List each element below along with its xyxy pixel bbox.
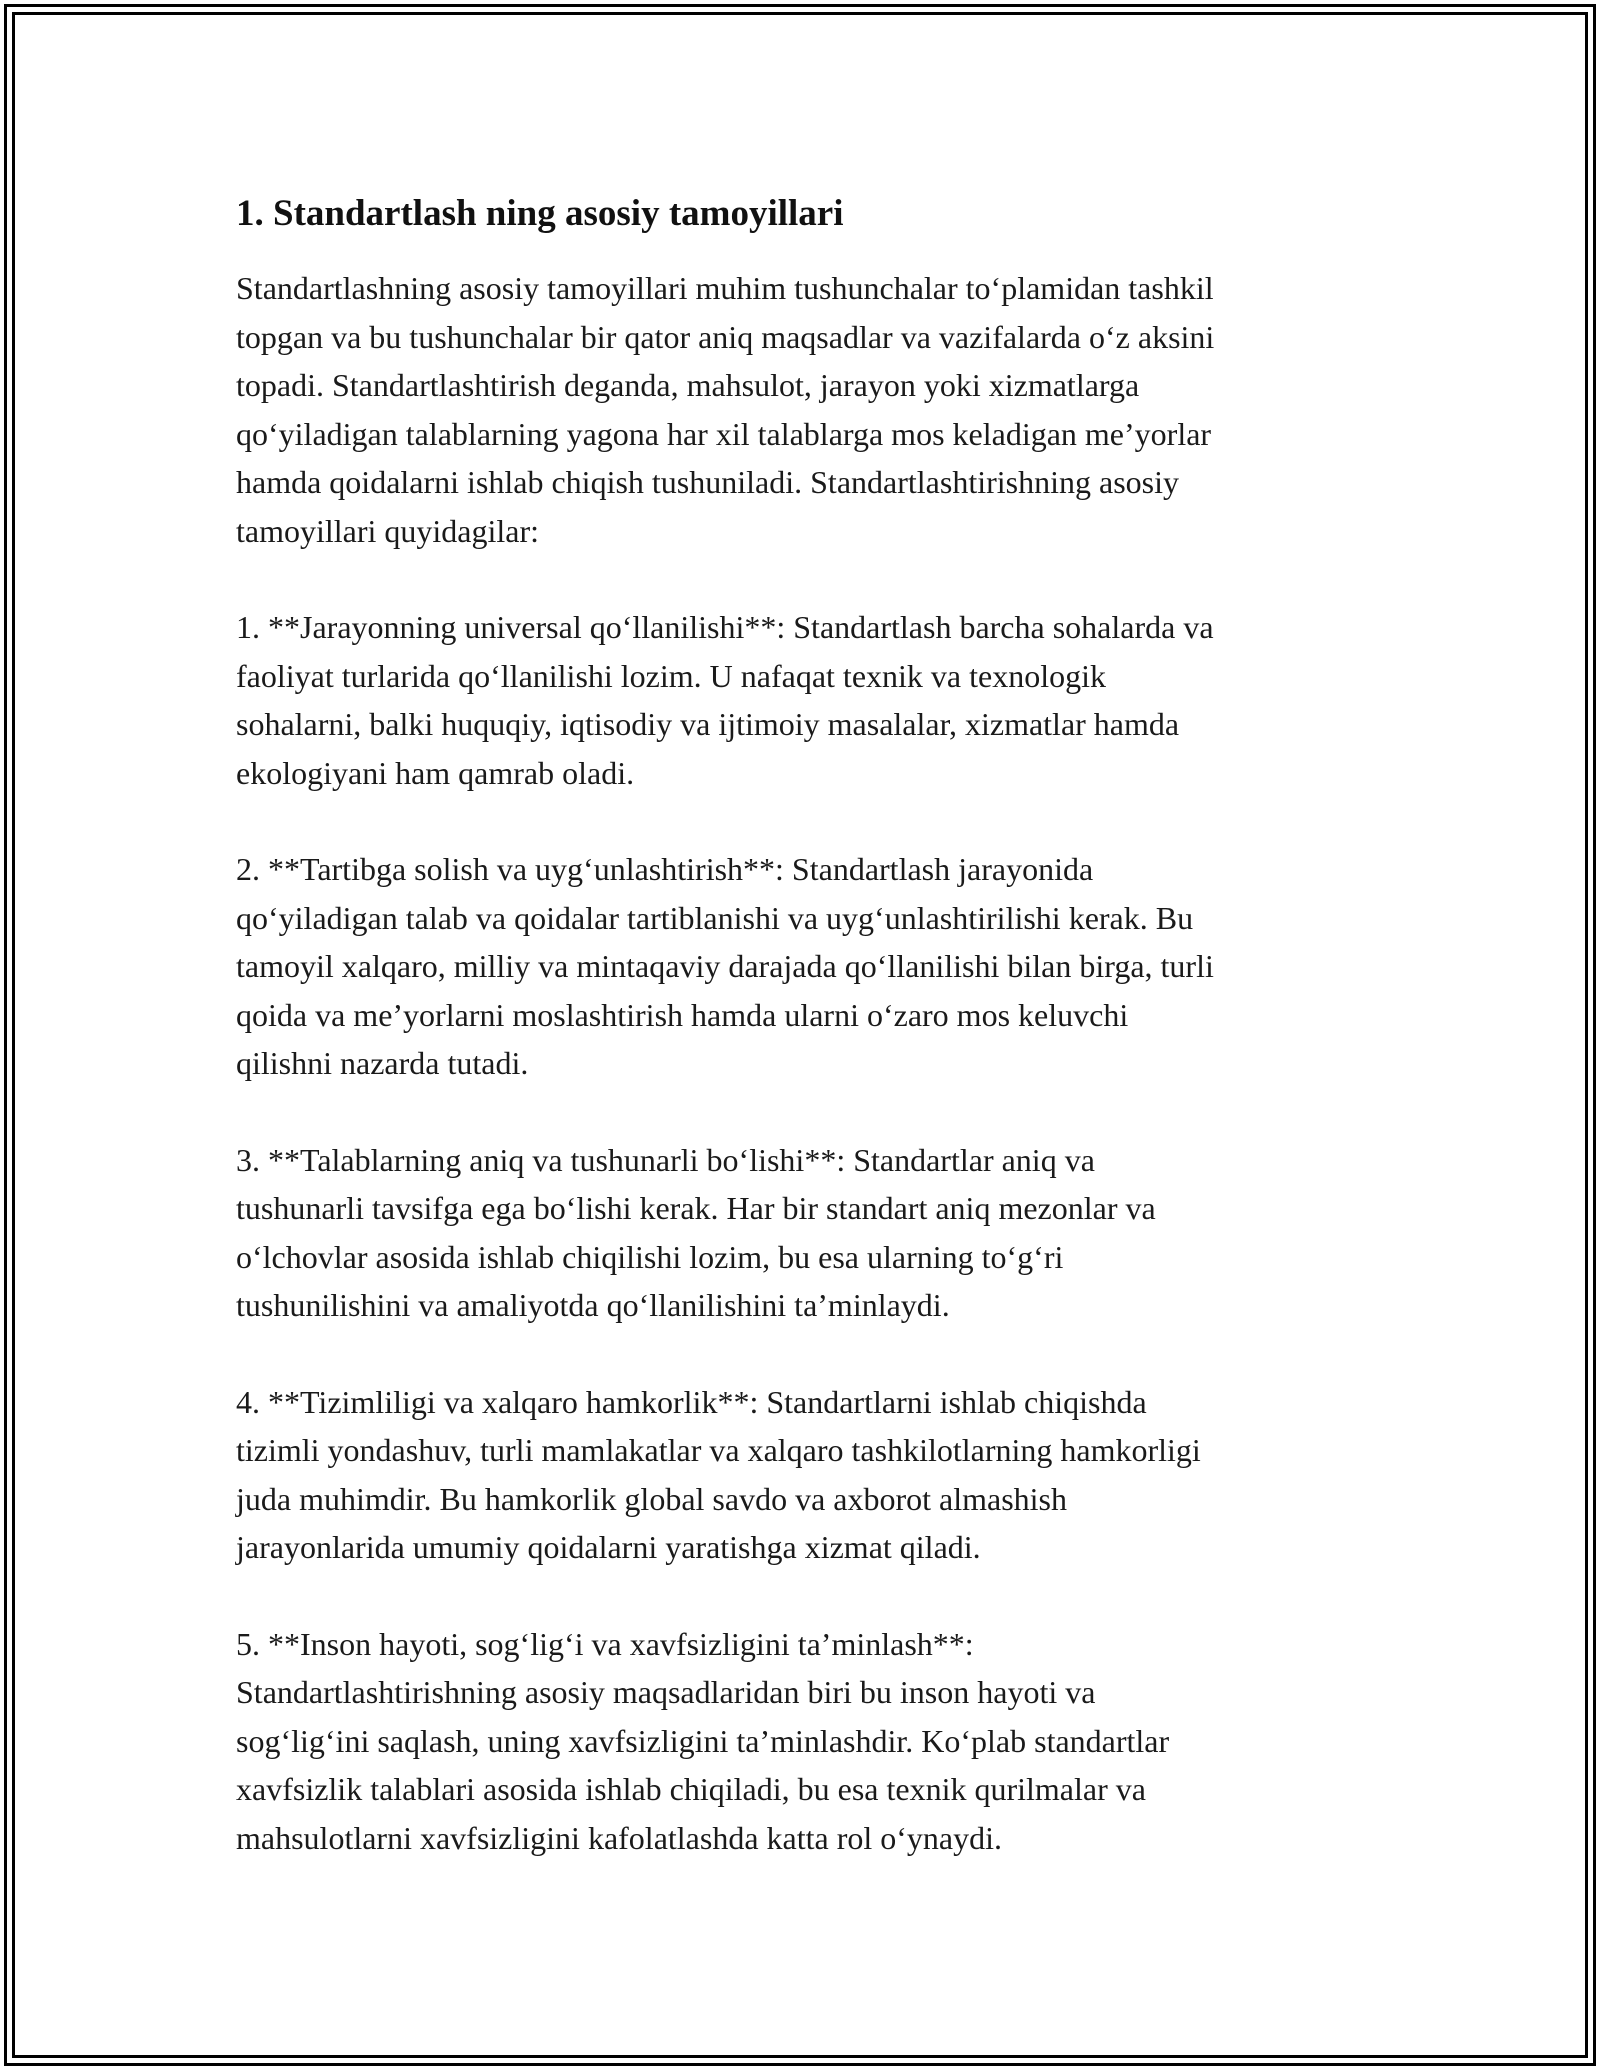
principle-2-paragraph: 2. **Tartibga solish va uyg‘unlashtirish**: Standartlash jarayonida qo‘yiladigan talab va qoidalar tartiblanishi va uyg‘unlashtirilishi kerak. Bu tamoyil xalqaro, milliy va mintaqaviy darajada qo‘llanilishi bilan birga, turli qoida va me’yorlarni moslashtirish hamda ularni o‘zaro mos keluvchi qilishni nazarda tutadi. xyxy=(236,851,1214,1081)
document-body xyxy=(236,186,1366,1910)
principle-1-paragraph: 1. **Jarayonning universal qo‘llanilishi**: Standartlash barcha sohalarda va faoliyat turlarida qo‘llanilishi lozim. U nafaqat texnik va texnologik sohalarni, balki huquqiy, iqtisodiy va ijtimoiy masalalar, xizmatlar hamda ekologiyani ham qamrab oladi. xyxy=(236,609,1214,791)
intro-paragraph: Standartlashning asosiy tamoyillari muhim tushunchalar to‘plamidan tashkil topgan va bu tushunchalar bir qator aniq maqsadlar va vazifalarda o‘z aksini topadi. Standartlashtirish deganda, mahsulot, jarayon yoki xizmatlarga qo‘yiladigan talablarning yagona har xil talablarga mos keladigan me’yorlar hamda qoidalarni ishlab chiqish tushuniladi. Standartlashtirishning asosiy tamoyillari quyidagilar: xyxy=(236,270,1215,549)
section-heading: 1. Standartlash ning asosiy tamoyillari xyxy=(236,193,844,234)
principle-3-paragraph: 3. **Talablarning aniq va tushunarli bo‘lishi**: Standartlar aniq va tushunarli tavsifga ega bo‘lishi kerak. Har bir standart aniq mezonlar va o‘lchovlar asosida ishlab chiqilishi lozim, bu esa ularning to‘g‘ri tushunilishini va amaliyotda qo‘llanilishini ta’minlaydi. xyxy=(236,1141,1156,1323)
principle-5-paragraph: 5. **Inson hayoti, sog‘lig‘i va xavfsizligini ta’minlash**: Standartlashtirishning asosiy maqsadlaridan biri bu inson hayoti va sog‘lig‘ini saqlash, uning xavfsizligini ta’minlashdir. Ko‘plab standartlar xavfsizlik talablari asosida ishlab chiqiladi, bu esa texnik qurilmalar va mahsulotlarni xavfsizligini kafolatlashda katta rol o‘ynaydi. xyxy=(236,1625,1170,1856)
principle-4-paragraph: 4. **Tizimliligi va xalqaro hamkorlik**: Standartlarni ishlab chiqishda tizimli yondashuv, turli mamlakatlar va xalqaro tashkilotlarning hamkorligi juda muhimdir. Bu hamkorlik global savdo va axborot almashish jarayonlarida umumiy qoidalarni yaratishga xizmat qiladi. xyxy=(236,1383,1201,1565)
